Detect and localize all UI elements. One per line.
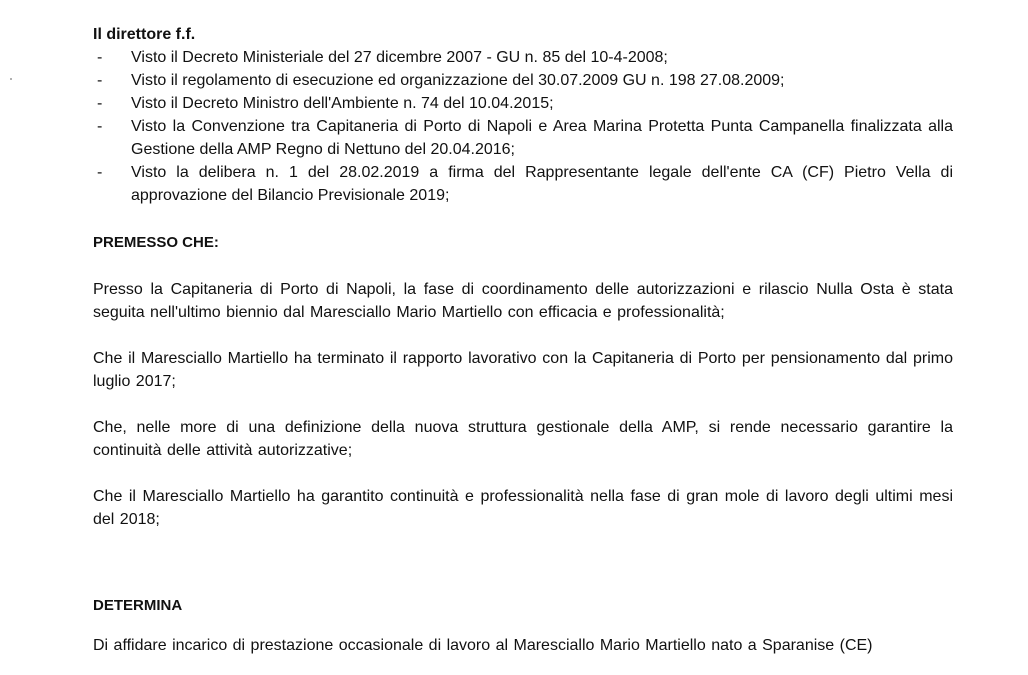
- document-heading: Il direttore f.f.: [93, 26, 196, 43]
- visto-item: [93, 92, 953, 115]
- premesso-title: PREMESSO CHE:: [93, 234, 219, 251]
- visto-text: Visto il Decreto Ministeriale del 27 dicembre 2007 - GU n. 85 del 10-4-2008;: [131, 49, 668, 66]
- visto-item: [93, 46, 953, 69]
- bullet-dash: -: [97, 164, 103, 181]
- visto-item: [93, 69, 953, 92]
- visto-item: [93, 161, 953, 207]
- bullet-dash: -: [97, 95, 103, 112]
- scan-speck: [10, 78, 12, 80]
- visto-list: [93, 46, 953, 207]
- visto-text: Visto il regolamento di esecuzione ed organizzazione del 30.07.2009 GU n. 198 27.08.2009;: [131, 72, 785, 89]
- visto-text: Visto la delibera n. 1 del 28.02.2019 a firma del Rappresentante legale dell'ente CA (CF) Pietro Vella di approvazione del Bilancio Previsionale 2019;: [131, 164, 953, 204]
- premesso-paragraph: Che il Maresciallo Martiello ha terminato il rapporto lavorativo con la Capitaneria di Porto per pensionamento dal primo luglio 2017;: [93, 350, 953, 390]
- visto-item: [93, 115, 953, 161]
- premesso-paragraph: Che il Maresciallo Martiello ha garantito continuità e professionalità nella fase di gran mole di lavoro degli ultimi mesi del 2018;: [93, 488, 953, 528]
- premesso-paragraph: Presso la Capitaneria di Porto di Napoli, la fase di coordinamento delle autorizzazioni e rilascio Nulla Osta è stata seguita nell'ultimo biennio dal Maresciallo Mario Martiello con efficacia e professionalità;: [93, 281, 953, 321]
- determina-title: DETERMINA: [93, 597, 183, 614]
- determina-paragraph: Di affidare incarico di prestazione occasionale di lavoro al Maresciallo Mario Martiello nato a Sparanise (CE): [93, 637, 873, 654]
- visto-text: Visto la Convenzione tra Capitaneria di Porto di Napoli e Area Marina Protetta Punta Campanella finalizzata alla Gestione della AMP Regno di Nettuno del 20.04.2016;: [131, 118, 953, 158]
- bullet-dash: -: [97, 118, 103, 135]
- premesso-paragraph: Che, nelle more di una definizione della nuova struttura gestionale della AMP, si rende necessario garantire la continuità delle attività autorizzative;: [93, 419, 953, 459]
- bullet-dash: -: [97, 72, 103, 89]
- document-body: [93, 23, 953, 657]
- visto-text: Visto il Decreto Ministro dell'Ambiente n. 74 del 10.04.2015;: [131, 95, 554, 112]
- bullet-dash: -: [97, 49, 103, 66]
